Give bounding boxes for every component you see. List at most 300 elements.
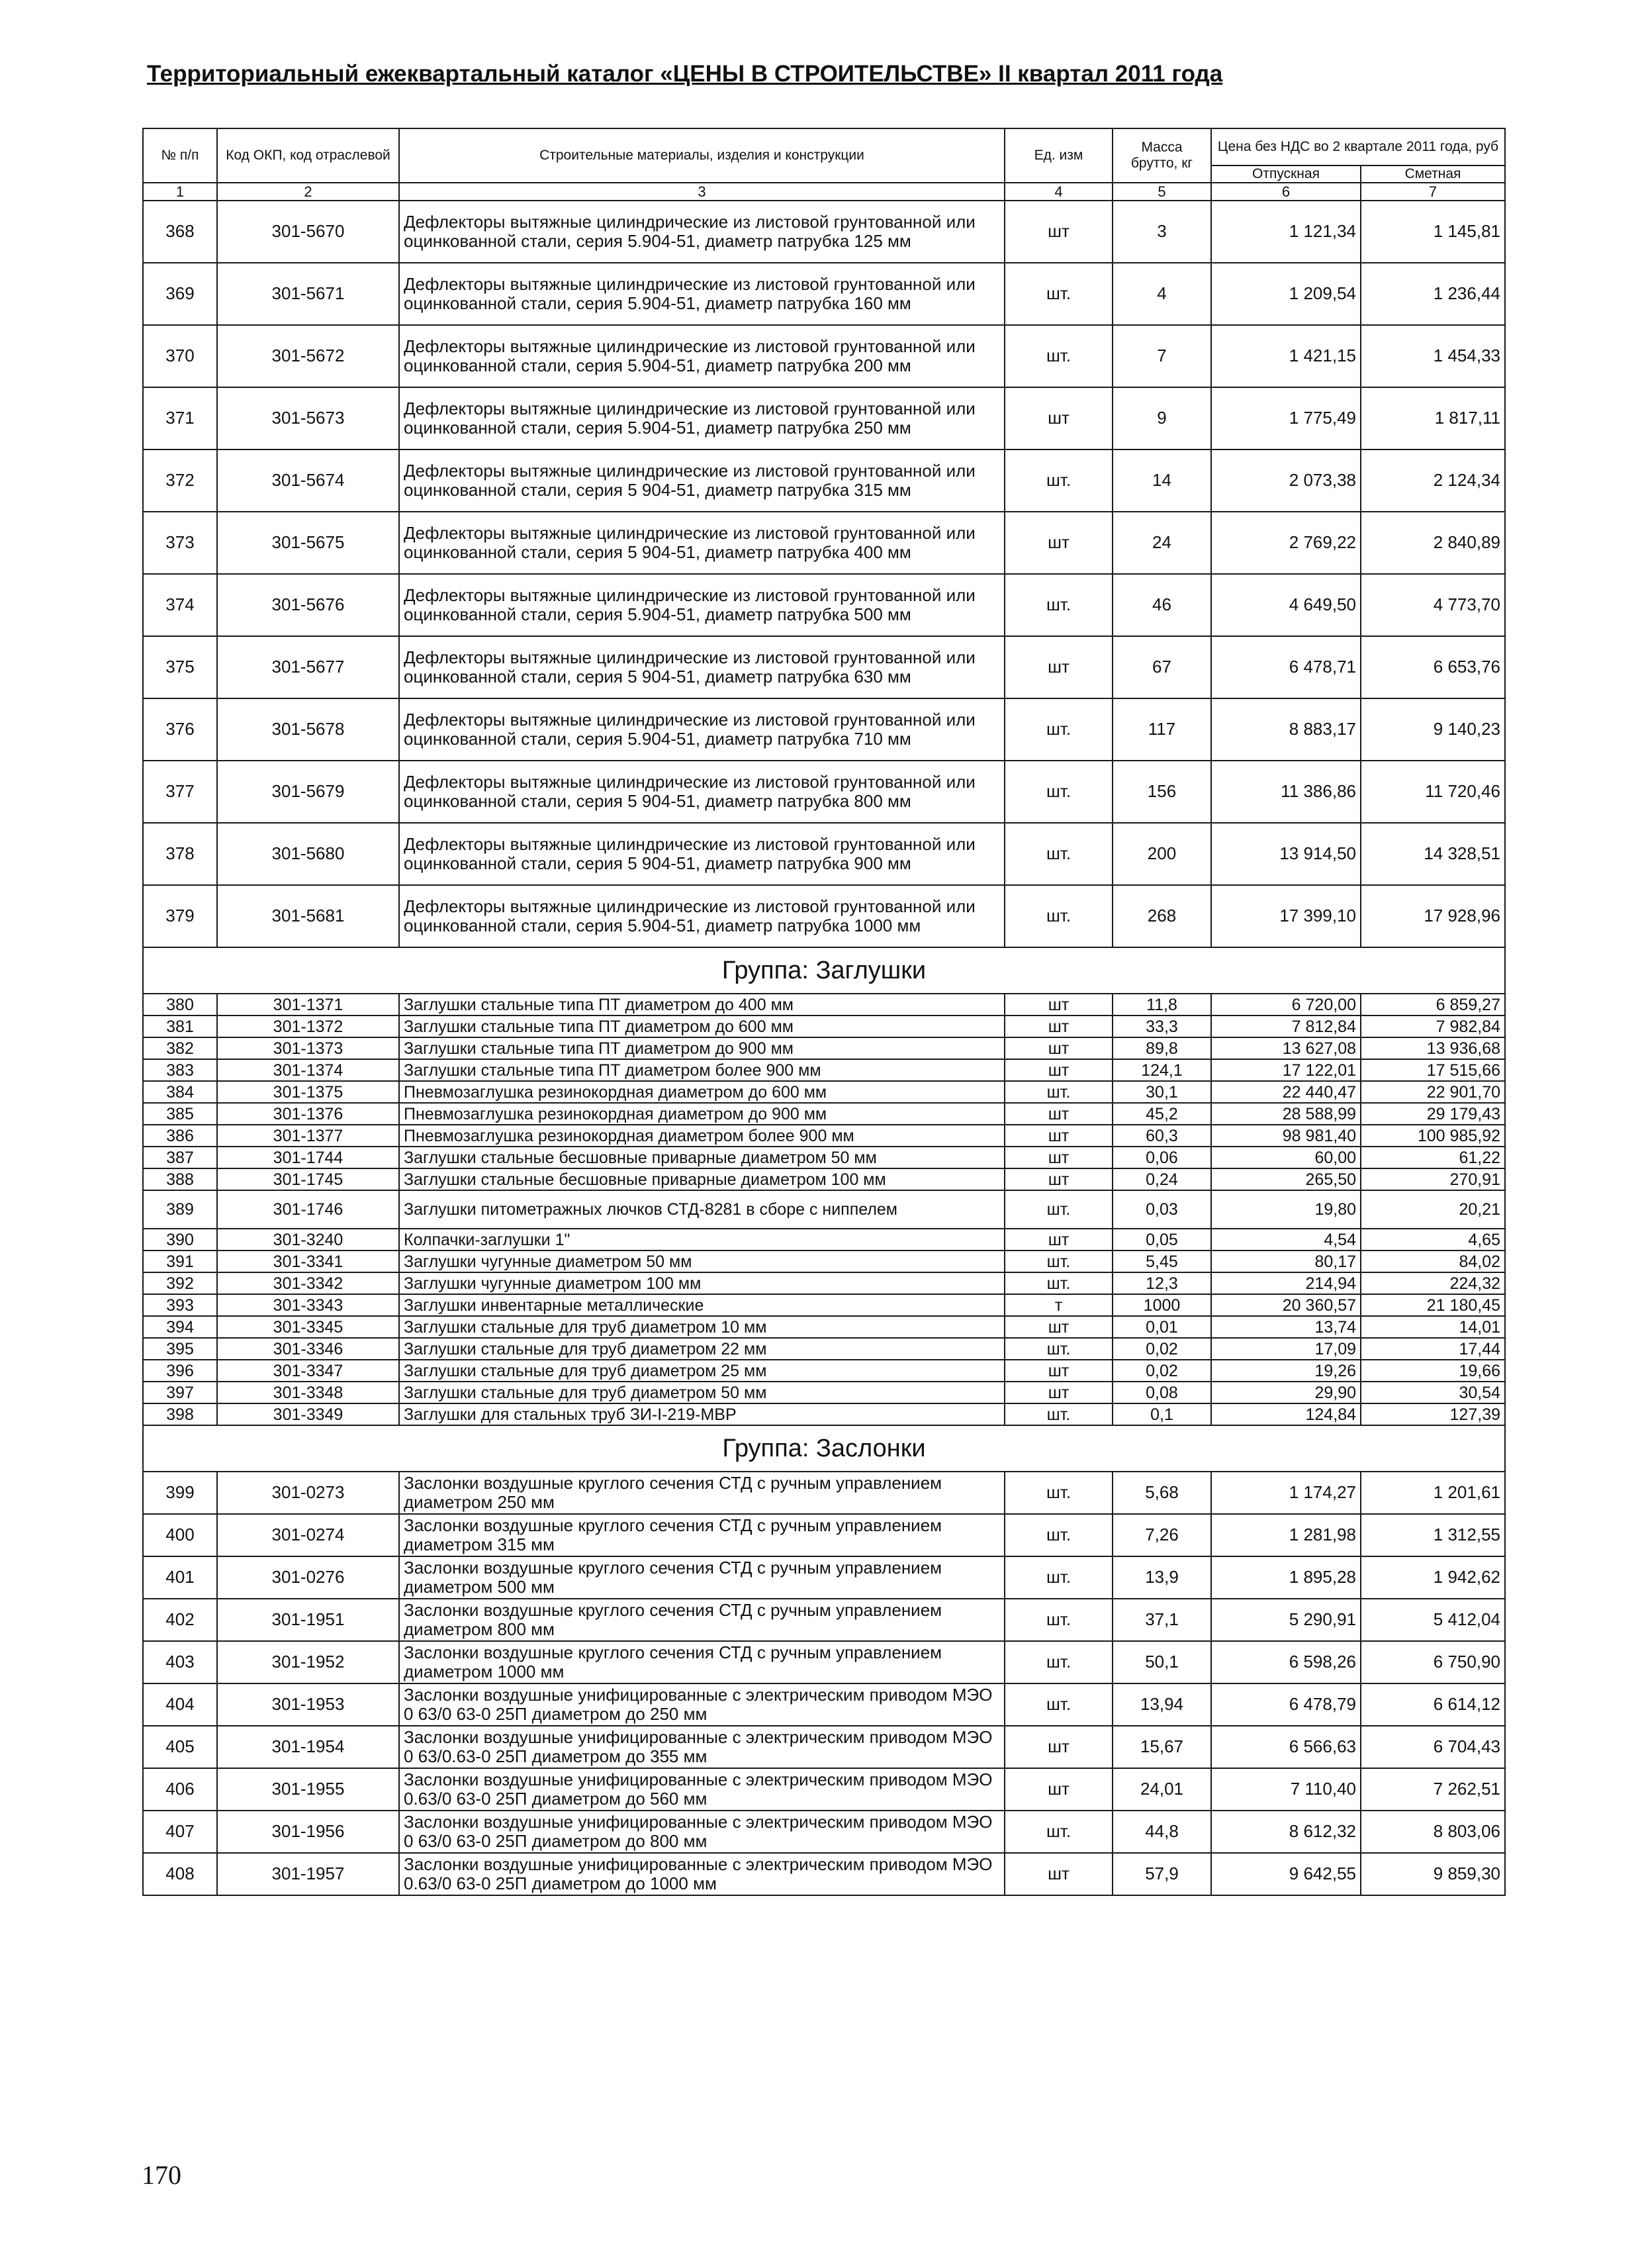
gross-mass: 11,8 — [1113, 994, 1211, 1016]
retail-price: 19,80 — [1211, 1190, 1361, 1229]
retail-price: 11 386,86 — [1211, 761, 1361, 823]
table-row — [143, 387, 1505, 449]
col-number: 1 — [143, 183, 217, 201]
estimate-price: 1 942,62 — [1361, 1556, 1505, 1599]
table-row — [143, 263, 1505, 325]
row-number: 408 — [143, 1853, 217, 1895]
okp-code: 301-1955 — [217, 1768, 399, 1811]
retail-price: 17,09 — [1211, 1338, 1361, 1360]
table-row — [143, 1147, 1505, 1168]
unit: шт. — [1005, 761, 1113, 823]
row-number: 405 — [143, 1726, 217, 1768]
unit: шт — [1005, 636, 1113, 698]
okp-code: 301-5673 — [217, 387, 399, 449]
retail-price: 2 769,22 — [1211, 512, 1361, 574]
table-row — [143, 1338, 1505, 1360]
item-name: Заглушки стальные для труб диаметром 50 мм — [399, 1382, 1005, 1403]
item-name: Дефлекторы вытяжные цилиндрические из листовой грунтованной или оцинкованной стали, серия 5.904-51, диаметр патрубка 710 мм — [399, 698, 1005, 761]
retail-price: 13,74 — [1211, 1316, 1361, 1338]
okp-code: 301-1744 — [217, 1147, 399, 1168]
table-row — [143, 1599, 1505, 1641]
table-row — [143, 994, 1505, 1016]
row-number: 385 — [143, 1103, 217, 1125]
retail-price: 7 110,40 — [1211, 1768, 1361, 1811]
item-name: Дефлекторы вытяжные цилиндрические из листовой грунтованной или оцинкованной стали, серия 5.904-51, диаметр патрубка 1000 мм — [399, 885, 1005, 947]
item-name: Заглушки стальные типа ПТ диаметром до 900 мм — [399, 1037, 1005, 1059]
item-name: Дефлекторы вытяжные цилиндрические из листовой грунтованной или оцинкованной стали, серия 5.904-51, диаметр патрубка 160 мм — [399, 263, 1005, 325]
retail-price: 1 174,27 — [1211, 1472, 1361, 1514]
col-header-num: № п/п — [143, 128, 217, 183]
row-number: 374 — [143, 574, 217, 636]
retail-price: 19,26 — [1211, 1360, 1361, 1382]
okp-code: 301-3346 — [217, 1338, 399, 1360]
row-number: 371 — [143, 387, 217, 449]
table-row — [143, 512, 1505, 574]
retail-price: 5 290,91 — [1211, 1599, 1361, 1641]
group-row — [143, 1425, 1505, 1472]
unit: шт — [1005, 1168, 1113, 1190]
estimate-price: 1 145,81 — [1361, 201, 1505, 263]
unit: шт. — [1005, 1683, 1113, 1726]
item-name: Дефлекторы вытяжные цилиндрические из листовой грунтованной или оцинкованной стали, серия 5.904-51, диаметр патрубка 200 мм — [399, 325, 1005, 387]
unit: шт — [1005, 1147, 1113, 1168]
estimate-price: 9 140,23 — [1361, 698, 1505, 761]
item-name: Заслонки воздушные унифицированные с электрическим приводом МЭО 0.63/0 63-0 25П диаметром до 560 мм — [399, 1768, 1005, 1811]
retail-price: 8 883,17 — [1211, 698, 1361, 761]
estimate-price: 1 817,11 — [1361, 387, 1505, 449]
unit: шт — [1005, 1016, 1113, 1037]
row-number: 396 — [143, 1360, 217, 1382]
item-name: Заглушки стальные типа ПТ диаметром до 600 мм — [399, 1016, 1005, 1037]
estimate-price: 30,54 — [1361, 1382, 1505, 1403]
retail-price: 2 073,38 — [1211, 449, 1361, 512]
unit: шт. — [1005, 1403, 1113, 1425]
estimate-price: 100 985,92 — [1361, 1125, 1505, 1147]
unit: шт — [1005, 1316, 1113, 1338]
retail-price: 22 440,47 — [1211, 1081, 1361, 1103]
row-number: 378 — [143, 823, 217, 885]
okp-code: 301-1951 — [217, 1599, 399, 1641]
row-number: 406 — [143, 1768, 217, 1811]
table-row — [143, 761, 1505, 823]
item-name: Дефлекторы вытяжные цилиндрические из листовой грунтованной или оцинкованной стали, серия 5.904-51, диаметр патрубка 500 мм — [399, 574, 1005, 636]
okp-code: 301-0273 — [217, 1472, 399, 1514]
retail-price: 1 421,15 — [1211, 325, 1361, 387]
okp-code: 301-5671 — [217, 263, 399, 325]
row-number: 397 — [143, 1382, 217, 1403]
row-number: 388 — [143, 1168, 217, 1190]
unit: шт — [1005, 1229, 1113, 1251]
unit: шт. — [1005, 263, 1113, 325]
okp-code: 301-0274 — [217, 1514, 399, 1556]
catalog-header: Территориальный ежеквартальный каталог «ЦЕНЫ В СТРОИТЕЛЬСТВЕ» II квартал 2011 года — [147, 61, 1223, 87]
gross-mass: 5,45 — [1113, 1251, 1211, 1272]
gross-mass: 33,3 — [1113, 1016, 1211, 1037]
col-header-code: Код ОКП, код отраслевой — [217, 128, 399, 183]
okp-code: 301-3348 — [217, 1382, 399, 1403]
item-name: Заслонки воздушные унифицированные с электрическим приводом МЭО 0.63/0 63-0 25П диаметром до 1000 мм — [399, 1853, 1005, 1895]
estimate-price: 9 859,30 — [1361, 1853, 1505, 1895]
unit: шт. — [1005, 1811, 1113, 1853]
group-title: Группа: Заглушки — [143, 947, 1505, 994]
unit: шт. — [1005, 1556, 1113, 1599]
gross-mass: 67 — [1113, 636, 1211, 698]
retail-price: 9 642,55 — [1211, 1853, 1361, 1895]
estimate-price: 19,66 — [1361, 1360, 1505, 1382]
item-name: Заслонки воздушные унифицированные с электрическим приводом МЭО 0 63/0 63-0 25П диаметром до 800 мм — [399, 1811, 1005, 1853]
estimate-price: 4 773,70 — [1361, 574, 1505, 636]
estimate-price: 224,32 — [1361, 1272, 1505, 1294]
table-row — [143, 885, 1505, 947]
col-header-estimate: Сметная — [1361, 165, 1505, 183]
retail-price: 1 775,49 — [1211, 387, 1361, 449]
table-row — [143, 1059, 1505, 1081]
group-row — [143, 947, 1505, 994]
table-row — [143, 1382, 1505, 1403]
col-header-name: Строительные материалы, изделия и конструкции — [399, 128, 1005, 183]
item-name: Заглушки питометражных лючков СТД-8281 в сборе с ниппелем — [399, 1190, 1005, 1229]
gross-mass: 24,01 — [1113, 1768, 1211, 1811]
row-number: 407 — [143, 1811, 217, 1853]
estimate-price: 7 982,84 — [1361, 1016, 1505, 1037]
retail-price: 1 121,34 — [1211, 201, 1361, 263]
gross-mass: 0,05 — [1113, 1229, 1211, 1251]
estimate-price: 21 180,45 — [1361, 1294, 1505, 1316]
row-number: 375 — [143, 636, 217, 698]
row-number: 398 — [143, 1403, 217, 1425]
item-name: Заглушки стальные для труб диаметром 25 мм — [399, 1360, 1005, 1382]
table-row — [143, 1294, 1505, 1316]
retail-price: 98 981,40 — [1211, 1125, 1361, 1147]
gross-mass: 0,02 — [1113, 1360, 1211, 1382]
item-name: Заглушки стальные для труб диаметром 22 мм — [399, 1338, 1005, 1360]
estimate-price: 5 412,04 — [1361, 1599, 1505, 1641]
unit: шт. — [1005, 1251, 1113, 1272]
unit: шт — [1005, 994, 1113, 1016]
estimate-price: 13 936,68 — [1361, 1037, 1505, 1059]
unit: шт. — [1005, 1599, 1113, 1641]
retail-price: 60,00 — [1211, 1147, 1361, 1168]
gross-mass: 13,9 — [1113, 1556, 1211, 1599]
col-number: 5 — [1113, 183, 1211, 201]
retail-price: 6 598,26 — [1211, 1641, 1361, 1683]
row-number: 399 — [143, 1472, 217, 1514]
unit: шт. — [1005, 1081, 1113, 1103]
unit: шт. — [1005, 885, 1113, 947]
table-row — [143, 1514, 1505, 1556]
table-row — [143, 1081, 1505, 1103]
gross-mass: 0,01 — [1113, 1316, 1211, 1338]
retail-price: 20 360,57 — [1211, 1294, 1361, 1316]
estimate-price: 17 928,96 — [1361, 885, 1505, 947]
item-name: Колпачки-заглушки 1" — [399, 1229, 1005, 1251]
retail-price: 1 895,28 — [1211, 1556, 1361, 1599]
col-header-unit: Ед. изм — [1005, 128, 1113, 183]
item-name: Пневмозаглушка резинокордная диаметром до 900 мм — [399, 1103, 1005, 1125]
okp-code: 301-1372 — [217, 1016, 399, 1037]
item-name: Заслонки воздушные круглого сечения СТД с ручным управлением диаметром 500 мм — [399, 1556, 1005, 1599]
table-row — [143, 1811, 1505, 1853]
table-row — [143, 1190, 1505, 1229]
gross-mass: 4 — [1113, 263, 1211, 325]
item-name: Заглушки для стальных труб ЗИ-I-219-МВР — [399, 1403, 1005, 1425]
estimate-price: 17 515,66 — [1361, 1059, 1505, 1081]
gross-mass: 60,3 — [1113, 1125, 1211, 1147]
okp-code: 301-1956 — [217, 1811, 399, 1853]
retail-price: 17 399,10 — [1211, 885, 1361, 947]
unit: шт — [1005, 1853, 1113, 1895]
gross-mass: 124,1 — [1113, 1059, 1211, 1081]
estimate-price: 14 328,51 — [1361, 823, 1505, 885]
okp-code: 301-3343 — [217, 1294, 399, 1316]
row-number: 404 — [143, 1683, 217, 1726]
item-name: Заглушки стальные для труб диаметром 10 мм — [399, 1316, 1005, 1338]
estimate-price: 6 653,76 — [1361, 636, 1505, 698]
retail-price: 124,84 — [1211, 1403, 1361, 1425]
okp-code: 301-3342 — [217, 1272, 399, 1294]
row-number: 391 — [143, 1251, 217, 1272]
table-row — [143, 449, 1505, 512]
gross-mass: 0,1 — [1113, 1403, 1211, 1425]
unit: шт. — [1005, 1472, 1113, 1514]
gross-mass: 12,3 — [1113, 1272, 1211, 1294]
okp-code: 301-5674 — [217, 449, 399, 512]
estimate-price: 270,91 — [1361, 1168, 1505, 1190]
row-number: 401 — [143, 1556, 217, 1599]
gross-mass: 89,8 — [1113, 1037, 1211, 1059]
estimate-price: 11 720,46 — [1361, 761, 1505, 823]
table-row — [143, 1683, 1505, 1726]
okp-code: 301-1377 — [217, 1125, 399, 1147]
estimate-price: 1 312,55 — [1361, 1514, 1505, 1556]
gross-mass: 14 — [1113, 449, 1211, 512]
estimate-price: 2 124,34 — [1361, 449, 1505, 512]
col-number: 3 — [399, 183, 1005, 201]
table-row — [143, 1229, 1505, 1251]
unit: шт — [1005, 1726, 1113, 1768]
table-row — [143, 1556, 1505, 1599]
okp-code: 301-1745 — [217, 1168, 399, 1190]
price-table — [142, 128, 1506, 1896]
estimate-price: 61,22 — [1361, 1147, 1505, 1168]
okp-code: 301-3349 — [217, 1403, 399, 1425]
gross-mass: 15,67 — [1113, 1726, 1211, 1768]
estimate-price: 84,02 — [1361, 1251, 1505, 1272]
unit: шт. — [1005, 823, 1113, 885]
row-number: 400 — [143, 1514, 217, 1556]
unit: шт — [1005, 1382, 1113, 1403]
retail-price: 29,90 — [1211, 1382, 1361, 1403]
table-row — [143, 823, 1505, 885]
table-row — [143, 698, 1505, 761]
retail-price: 13 914,50 — [1211, 823, 1361, 885]
gross-mass: 5,68 — [1113, 1472, 1211, 1514]
gross-mass: 57,9 — [1113, 1853, 1211, 1895]
item-name: Заслонки воздушные унифицированные с электрическим приводом МЭО 0 63/0 63-0 25П диаметром до 250 мм — [399, 1683, 1005, 1726]
row-number: 380 — [143, 994, 217, 1016]
unit: шт. — [1005, 1272, 1113, 1294]
item-name: Дефлекторы вытяжные цилиндрические из листовой грунтованной или оцинкованной стали, серия 5 904-51, диаметр патрубка 630 мм — [399, 636, 1005, 698]
unit: т — [1005, 1294, 1113, 1316]
table-row — [143, 325, 1505, 387]
table-row — [143, 574, 1505, 636]
item-name: Дефлекторы вытяжные цилиндрические из листовой грунтованной или оцинкованной стали, серия 5.904-51, диаметр патрубка 250 мм — [399, 387, 1005, 449]
table-row — [143, 1726, 1505, 1768]
retail-price: 17 122,01 — [1211, 1059, 1361, 1081]
table-row — [143, 636, 1505, 698]
table-row — [143, 1316, 1505, 1338]
unit: шт — [1005, 1360, 1113, 1382]
okp-code: 301-5678 — [217, 698, 399, 761]
estimate-price: 29 179,43 — [1361, 1103, 1505, 1125]
gross-mass: 24 — [1113, 512, 1211, 574]
unit: шт — [1005, 1103, 1113, 1125]
row-number: 372 — [143, 449, 217, 512]
gross-mass: 30,1 — [1113, 1081, 1211, 1103]
retail-price: 13 627,08 — [1211, 1037, 1361, 1059]
table-row — [143, 1168, 1505, 1190]
table-row — [143, 1472, 1505, 1514]
estimate-price: 4,65 — [1361, 1229, 1505, 1251]
okp-code: 301-3347 — [217, 1360, 399, 1382]
table-row — [143, 1360, 1505, 1382]
retail-price: 8 612,32 — [1211, 1811, 1361, 1853]
table-body — [143, 201, 1505, 1895]
row-number: 373 — [143, 512, 217, 574]
gross-mass: 37,1 — [1113, 1599, 1211, 1641]
okp-code: 301-3341 — [217, 1251, 399, 1272]
gross-mass: 45,2 — [1113, 1103, 1211, 1125]
retail-price: 80,17 — [1211, 1251, 1361, 1272]
gross-mass: 13,94 — [1113, 1683, 1211, 1726]
retail-price: 6 720,00 — [1211, 994, 1361, 1016]
item-name: Заслонки воздушные унифицированные с электрическим приводом МЭО 0 63/0.63-0 25П диаметром до 355 мм — [399, 1726, 1005, 1768]
retail-price: 265,50 — [1211, 1168, 1361, 1190]
okp-code: 301-1952 — [217, 1641, 399, 1683]
table-row — [143, 1272, 1505, 1294]
estimate-price: 127,39 — [1361, 1403, 1505, 1425]
col-header-price: Цена без НДС во 2 квартале 2011 года, руб — [1211, 128, 1505, 165]
item-name: Заслонки воздушные круглого сечения СТД с ручным управлением диаметром 250 мм — [399, 1472, 1005, 1514]
okp-code: 301-1746 — [217, 1190, 399, 1229]
okp-code: 301-0276 — [217, 1556, 399, 1599]
estimate-price: 22 901,70 — [1361, 1081, 1505, 1103]
table-row — [143, 1103, 1505, 1125]
item-name: Заглушки стальные типа ПТ диаметром до 400 мм — [399, 994, 1005, 1016]
row-number: 376 — [143, 698, 217, 761]
item-name: Пневмозаглушка резинокордная диаметром до 600 мм — [399, 1081, 1005, 1103]
item-name: Дефлекторы вытяжные цилиндрические из листовой грунтованной или оцинкованной стали, серия 5 904-51, диаметр патрубка 900 мм — [399, 823, 1005, 885]
estimate-price: 20,21 — [1361, 1190, 1505, 1229]
gross-mass: 0,08 — [1113, 1382, 1211, 1403]
group-title: Группа: Заслонки — [143, 1425, 1505, 1472]
row-number: 379 — [143, 885, 217, 947]
okp-code: 301-1374 — [217, 1059, 399, 1081]
gross-mass: 0,06 — [1113, 1147, 1211, 1168]
item-name: Заглушки стальные типа ПТ диаметром более 900 мм — [399, 1059, 1005, 1081]
estimate-price: 8 803,06 — [1361, 1811, 1505, 1853]
retail-price: 214,94 — [1211, 1272, 1361, 1294]
gross-mass: 268 — [1113, 885, 1211, 947]
unit: шт — [1005, 1768, 1113, 1811]
okp-code: 301-5672 — [217, 325, 399, 387]
table-row — [143, 1768, 1505, 1811]
unit: шт — [1005, 201, 1113, 263]
okp-code: 301-1957 — [217, 1853, 399, 1895]
col-number: 6 — [1211, 183, 1361, 201]
estimate-price: 1 454,33 — [1361, 325, 1505, 387]
retail-price: 4,54 — [1211, 1229, 1361, 1251]
unit: шт. — [1005, 325, 1113, 387]
gross-mass: 50,1 — [1113, 1641, 1211, 1683]
row-number: 369 — [143, 263, 217, 325]
unit: шт — [1005, 1037, 1113, 1059]
col-number: 4 — [1005, 183, 1113, 201]
item-name: Заслонки воздушные круглого сечения СТД с ручным управлением диаметром 800 мм — [399, 1599, 1005, 1641]
estimate-price: 2 840,89 — [1361, 512, 1505, 574]
row-number: 389 — [143, 1190, 217, 1229]
row-number: 387 — [143, 1147, 217, 1168]
okp-code: 301-5680 — [217, 823, 399, 885]
table-row — [143, 1251, 1505, 1272]
table-row — [143, 1037, 1505, 1059]
row-number: 395 — [143, 1338, 217, 1360]
okp-code: 301-1371 — [217, 994, 399, 1016]
gross-mass: 0,02 — [1113, 1338, 1211, 1360]
retail-price: 6 478,71 — [1211, 636, 1361, 698]
okp-code: 301-1373 — [217, 1037, 399, 1059]
row-number: 381 — [143, 1016, 217, 1037]
gross-mass: 7 — [1113, 325, 1211, 387]
estimate-price: 6 704,43 — [1361, 1726, 1505, 1768]
row-number: 383 — [143, 1059, 217, 1081]
unit: шт. — [1005, 698, 1113, 761]
row-number: 368 — [143, 201, 217, 263]
unit: шт. — [1005, 1190, 1113, 1229]
estimate-price: 1 236,44 — [1361, 263, 1505, 325]
gross-mass: 7,26 — [1113, 1514, 1211, 1556]
row-number: 392 — [143, 1272, 217, 1294]
retail-price: 7 812,84 — [1211, 1016, 1361, 1037]
item-name: Заслонки воздушные круглого сечения СТД с ручным управлением диаметром 315 мм — [399, 1514, 1005, 1556]
retail-price: 1 209,54 — [1211, 263, 1361, 325]
okp-code: 301-5679 — [217, 761, 399, 823]
gross-mass: 46 — [1113, 574, 1211, 636]
col-number: 7 — [1361, 183, 1505, 201]
page-number: 170 — [142, 2160, 181, 2190]
unit: шт — [1005, 512, 1113, 574]
item-name: Заглушки чугунные диаметром 100 мм — [399, 1272, 1005, 1294]
row-number: 393 — [143, 1294, 217, 1316]
item-name: Заглушки чугунные диаметром 50 мм — [399, 1251, 1005, 1272]
row-number: 377 — [143, 761, 217, 823]
col-header-retail: Отпускная — [1211, 165, 1361, 183]
item-name: Дефлекторы вытяжные цилиндрические из листовой грунтованной или оцинкованной стали, серия 5.904-51, диаметр патрубка 125 мм — [399, 201, 1005, 263]
unit: шт — [1005, 1125, 1113, 1147]
okp-code: 301-1375 — [217, 1081, 399, 1103]
estimate-price: 17,44 — [1361, 1338, 1505, 1360]
gross-mass: 9 — [1113, 387, 1211, 449]
col-number: 2 — [217, 183, 399, 201]
gross-mass: 0,24 — [1113, 1168, 1211, 1190]
table-row — [143, 1016, 1505, 1037]
item-name: Пневмозаглушка резинокордная диаметром более 900 мм — [399, 1125, 1005, 1147]
item-name: Дефлекторы вытяжные цилиндрические из листовой грунтованной или оцинкованной стали, серия 5 904-51, диаметр патрубка 400 мм — [399, 512, 1005, 574]
item-name: Заглушки стальные бесшовные приварные диаметром 100 мм — [399, 1168, 1005, 1190]
item-name: Дефлекторы вытяжные цилиндрические из листовой грунтованной или оцинкованной стали, серия 5 904-51, диаметр патрубка 800 мм — [399, 761, 1005, 823]
row-number: 402 — [143, 1599, 217, 1641]
okp-code: 301-1953 — [217, 1683, 399, 1726]
